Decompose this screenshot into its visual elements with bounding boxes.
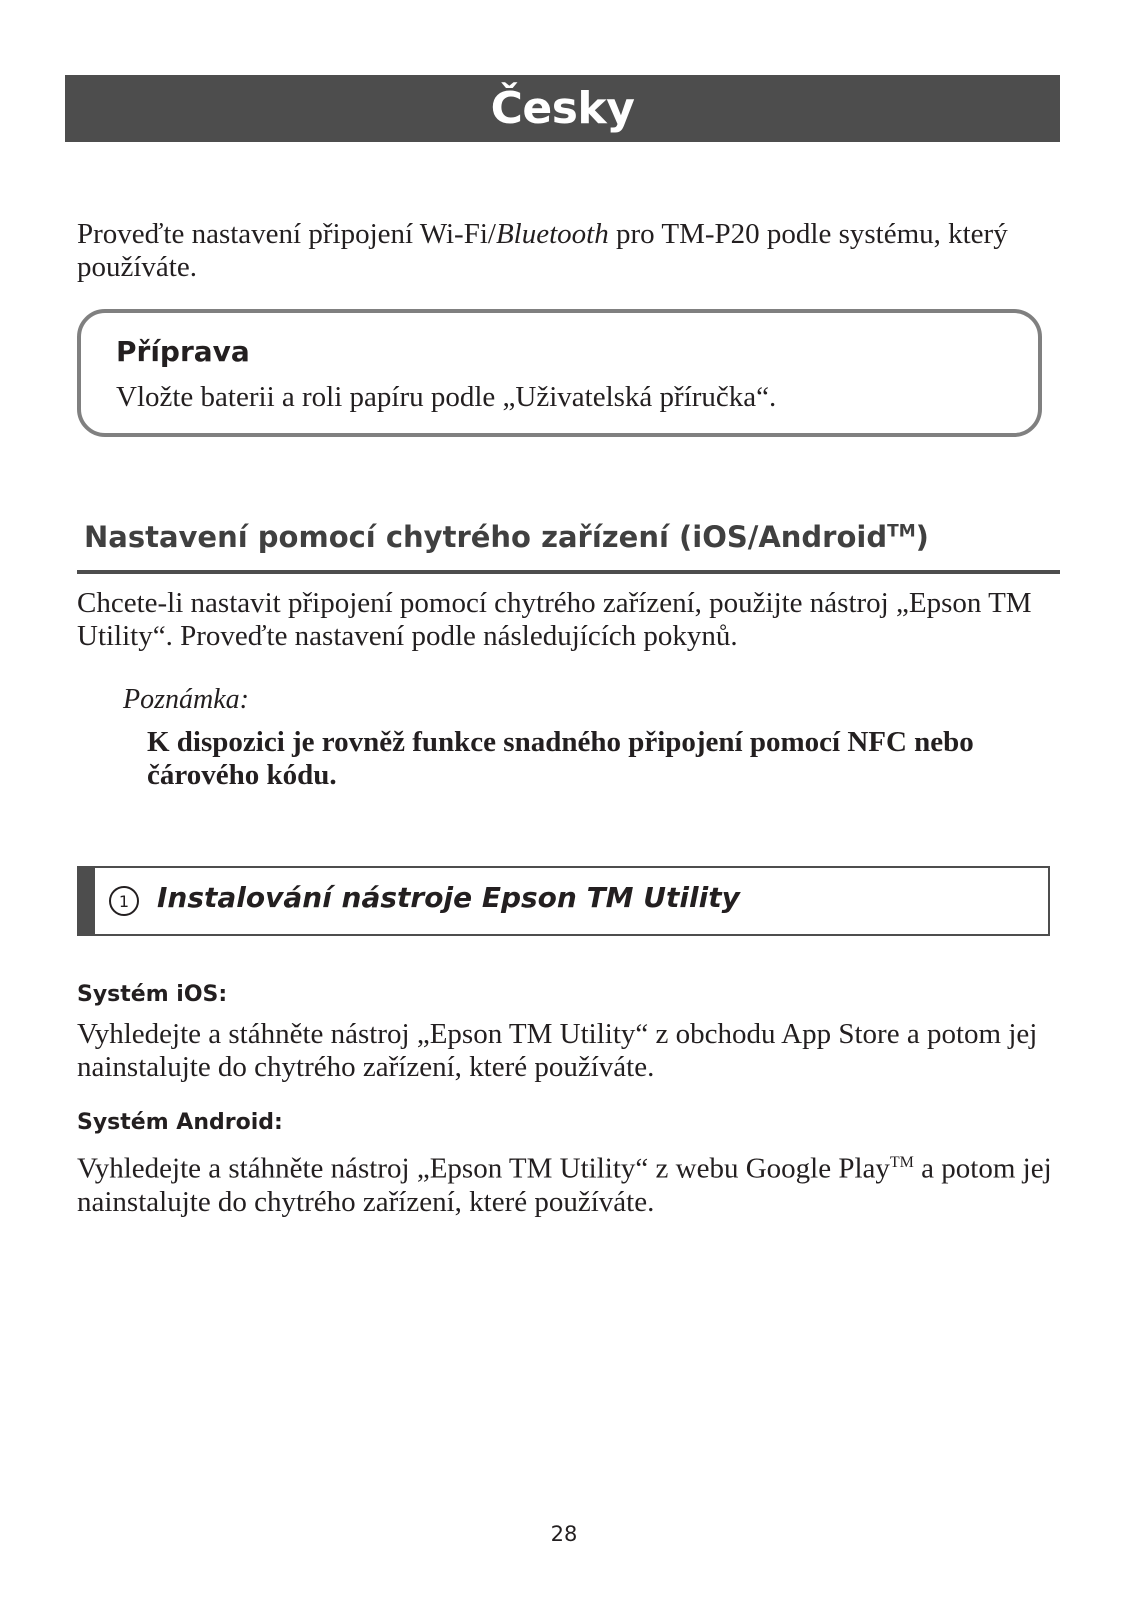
trademark-mark: TM [889, 1154, 914, 1171]
ios-label: Systém iOS: [77, 982, 228, 1007]
preparation-text: Vložte baterii a roli papíru podle „Uživatelská příručka“. [116, 381, 777, 413]
ios-text: Vyhledejte a stáhněte nástroj „Epson TM Utility“ z obchodu App Store a potom jej nainstalujte do chytrého zařízení, které používáte. [77, 1018, 1038, 1083]
preparation-box [77, 309, 1042, 437]
android-text-start: Vyhledejte a stáhněte nástroj „Epson TM Utility“ z webu Google Play [77, 1152, 890, 1185]
trademark-mark: TM [887, 521, 916, 542]
intro-text-start: Proveďte nastavení připojení Wi-Fi/ [77, 218, 496, 250]
section-title-text: Nastavení pomocí chytrého zařízení (iOS/Android [84, 520, 888, 554]
page-number: 28 [550, 1522, 578, 1546]
note-text: K dispozici je rovněž funkce snadného připojení pomocí NFC nebo čárového kódu. [147, 726, 974, 791]
android-text [77, 1146, 1067, 1219]
android-label: Systém Android: [77, 1110, 283, 1135]
step-title: Instalování nástroje Epson TM Utility [157, 881, 740, 914]
section-title-end: ) [915, 520, 929, 554]
intro-text-italic: Bluetooth [495, 218, 609, 250]
android-text-end: a potom jej nainstalujte do chytrého zařízení, které používáte. [77, 1152, 1052, 1218]
intro-text-end: pro TM-P20 podle systému, který používáte. [77, 218, 1008, 283]
note-label: Poznámka: [123, 684, 249, 715]
preparation-title: Příprava [116, 335, 250, 368]
language-title: Česky [490, 83, 635, 134]
step-number: 1 [118, 891, 130, 911]
section-title [84, 520, 929, 554]
language-banner [65, 75, 1060, 142]
section-body: Chcete-li nastavit připojení pomocí chytrého zařízení, použijte nástroj „Epson TM Utility“. Proveďte nastavení podle následujících pokynů. [77, 587, 1032, 652]
section-divider [77, 570, 1060, 574]
step-number-icon [109, 886, 139, 916]
intro-paragraph [77, 218, 1067, 284]
step-heading-box [77, 866, 1050, 936]
